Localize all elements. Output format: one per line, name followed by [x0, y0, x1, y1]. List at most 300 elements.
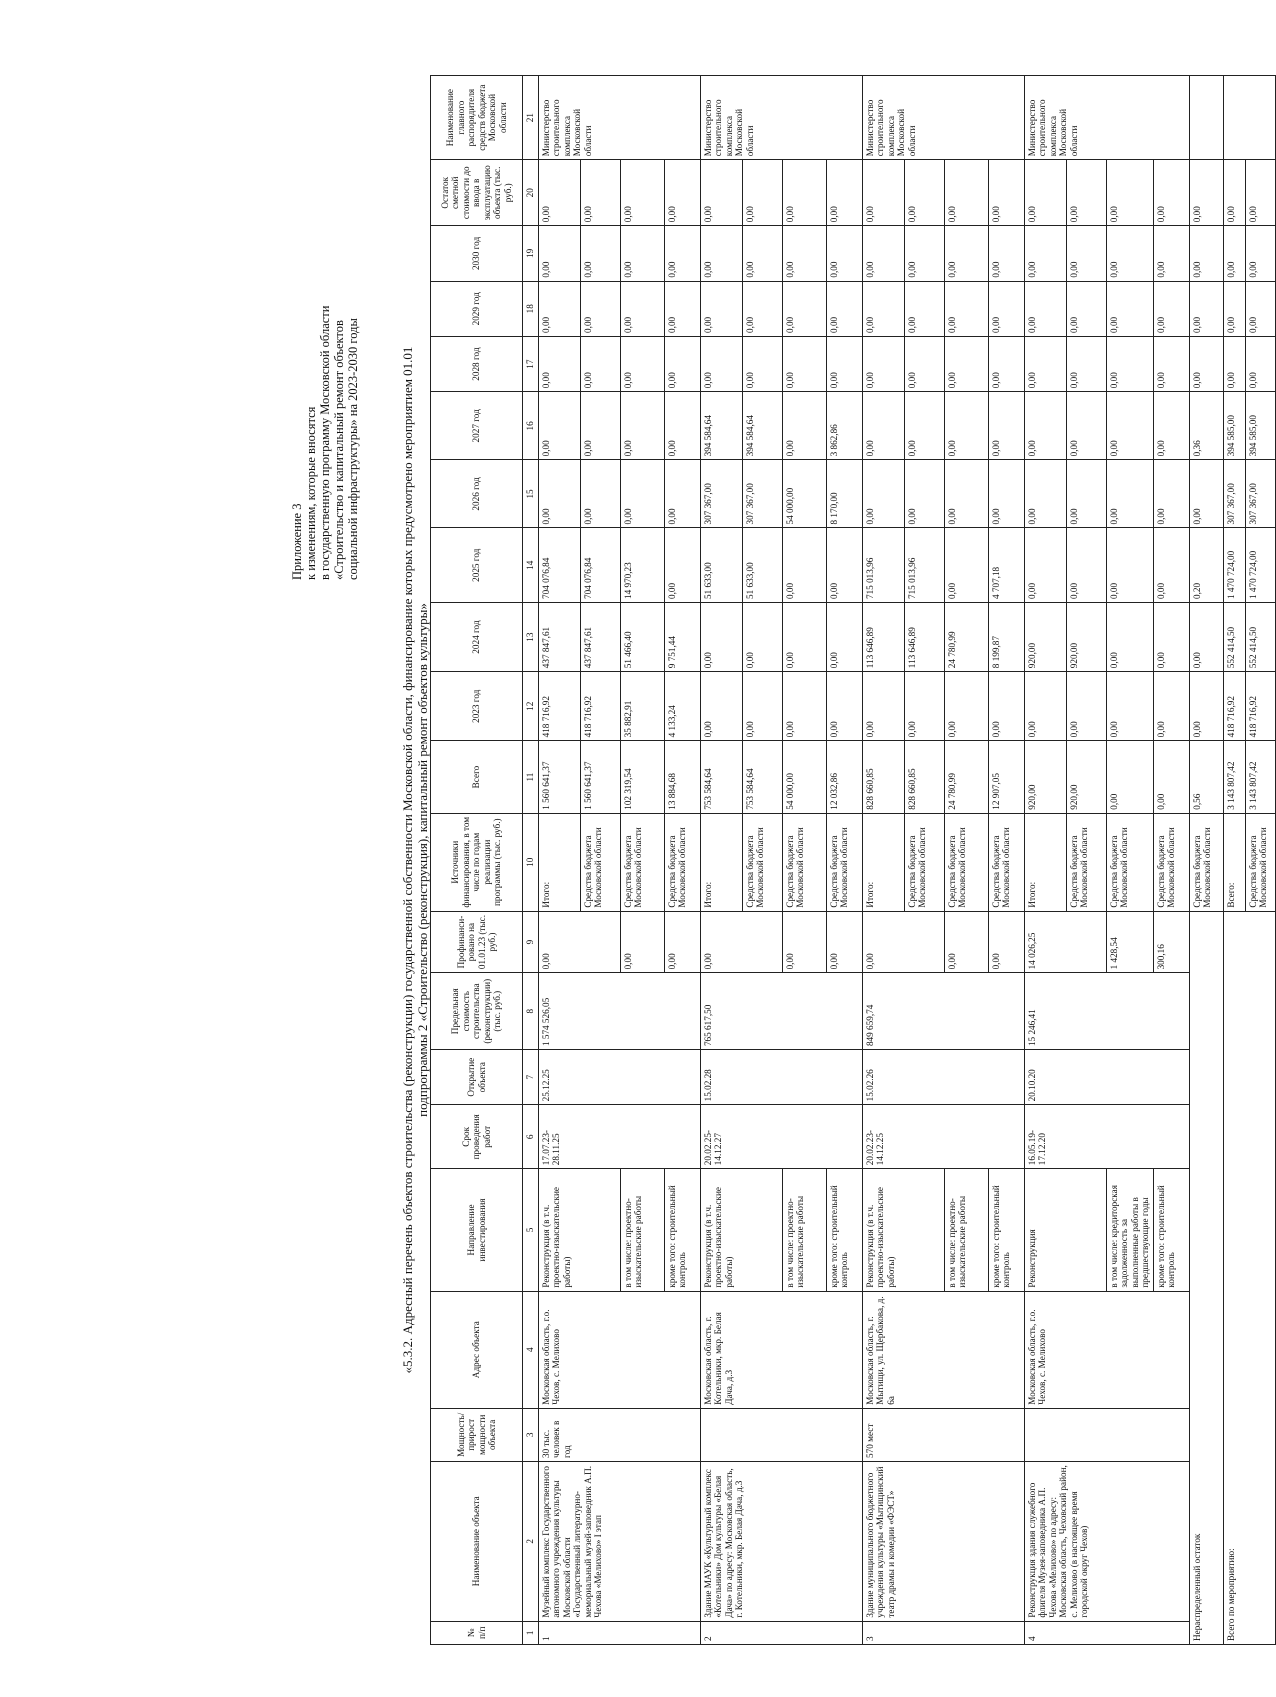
amount-cell: 0,00	[782, 336, 826, 391]
column-index: 6	[523, 1105, 539, 1169]
amount-cell: 0,00	[700, 336, 742, 391]
column-header: Срок проведения работ	[431, 1105, 523, 1169]
amount-cell: 0,00	[862, 226, 904, 281]
financed-amount: 0,00	[862, 911, 944, 973]
appendix-line: Приложение 3	[290, 503, 304, 580]
amount-cell: 0,00	[1066, 528, 1106, 603]
amount-cell: 9 751,44	[664, 603, 700, 672]
amount-cell: 0,20	[1189, 528, 1223, 603]
column-index: 15	[523, 460, 539, 528]
funding-source: Средства бюджета Московской области	[1106, 813, 1153, 911]
object-capacity	[1024, 1408, 1189, 1461]
cost-limit: 15 246,41	[1024, 973, 1189, 1050]
column-index: 17	[523, 336, 539, 391]
column-header: 2023 год	[431, 672, 523, 741]
financed-amount: 1 428,54	[1106, 911, 1153, 973]
amount-cell: 437 847,61	[538, 603, 580, 672]
amount-cell: 437 847,61	[580, 603, 620, 672]
amount-cell: 0,00	[1024, 460, 1066, 528]
amount-cell: 0,00	[742, 336, 782, 391]
amount-cell: 0,00	[944, 460, 988, 528]
amount-cell: 0,00	[862, 160, 904, 226]
amount-cell: 0,00	[904, 336, 944, 391]
column-index: 19	[523, 226, 539, 281]
column-index: 3	[523, 1408, 539, 1461]
financed-amount: 0,00	[988, 911, 1024, 973]
funding-source: Средства бюджета Московской области	[826, 813, 862, 911]
empty-cell	[1223, 76, 1275, 160]
object-number: 1	[538, 1621, 700, 1644]
amount-cell: 0,00	[580, 392, 620, 460]
amount-cell: 920,00	[1024, 603, 1066, 672]
funding-source: Средства бюджета Московской области	[944, 813, 988, 911]
object-name: Музейный комплекс Государственного автономного учреждения культуры Московской области «Государственный литературно-мемориальный музей-заповедник А.П. Чехова «Мелихово» I этап	[538, 1461, 700, 1621]
column-index: 5	[523, 1169, 539, 1291]
amount-cell: 0,00	[862, 336, 904, 391]
object-address: Московская область, г. Мытищи, ул. Щербакова, д. 6а	[862, 1291, 1024, 1408]
amount-cell: 0,00	[944, 672, 988, 741]
column-header: 2030 год	[431, 226, 523, 281]
investment-direction: Реконструкция (в т.ч. проектно-изыскательские работы)	[700, 1169, 782, 1291]
amount-cell: 920,00	[1024, 741, 1066, 813]
amount-cell: 0,00	[1106, 226, 1153, 281]
amount-cell: 113 646,89	[862, 603, 904, 672]
amount-cell: 0,00	[664, 528, 700, 603]
amount-cell: 0,00	[826, 281, 862, 336]
amount-cell: 0,00	[1066, 336, 1106, 391]
amount-cell: 0,00	[664, 281, 700, 336]
amount-cell: 14 970,23	[620, 528, 664, 603]
amount-cell: 0,00	[988, 160, 1024, 226]
column-header: 2028 год	[431, 336, 523, 391]
amount-cell: 0,00	[700, 160, 742, 226]
amount-cell: 0,00	[538, 336, 580, 391]
title-line-1: «5.3.2. Адресный перечень объектов строительства (реконструкции) государственной собственности Московской области, финансирование которых предусмотрено мероприятием 01.01	[400, 346, 415, 1374]
amount-cell: 0,00	[580, 281, 620, 336]
column-header: Направление инвестирования	[431, 1169, 523, 1291]
amount-cell: 0,00	[1106, 672, 1153, 741]
amount-cell: 3 143 807,42	[1223, 741, 1245, 813]
column-index: 7	[523, 1050, 539, 1105]
funding-source: Средства бюджета Московской области	[1066, 813, 1106, 911]
financed-amount: 0,00	[944, 911, 988, 973]
amount-cell: 307 367,00	[1245, 460, 1275, 528]
column-header: Источники финансирования, в том числе по годам реализации программы (тыс. руб.)	[431, 813, 523, 911]
investment-direction: кроме того: строительный контроль	[826, 1169, 862, 1291]
financed-amount: 0,00	[782, 911, 826, 973]
amount-cell: 307 367,00	[1223, 460, 1245, 528]
amount-cell: 0,00	[664, 460, 700, 528]
financed-amount: 0,00	[664, 911, 700, 973]
amount-cell: 0,00	[944, 160, 988, 226]
amount-cell: 8 170,00	[826, 460, 862, 528]
amount-cell: 8 199,87	[988, 603, 1024, 672]
amount-cell: 0,00	[1223, 336, 1245, 391]
amount-cell: 0,00	[1024, 672, 1066, 741]
amount-cell: 0,00	[862, 392, 904, 460]
column-header: Открытие объекта	[431, 1050, 523, 1105]
amount-cell: 0,00	[1245, 281, 1275, 336]
amount-cell: 0,00	[1153, 160, 1189, 226]
amount-cell: 13 884,68	[664, 741, 700, 813]
amount-cell: 0,00	[826, 672, 862, 741]
funding-source: Средства бюджета Московской области	[1245, 813, 1275, 911]
amount-cell: 0,00	[1153, 336, 1189, 391]
opening-date: 15.02.26	[862, 1050, 1024, 1105]
opening-date: 15.02.28	[700, 1050, 862, 1105]
amount-cell: 0,00	[1245, 226, 1275, 281]
cost-limit: 765 617,50	[700, 973, 862, 1050]
budget-manager: Министерство строительного комплекса Московской области	[538, 76, 700, 160]
amount-cell: 0,00	[580, 460, 620, 528]
appendix-line: в государственную программу Московской области	[318, 305, 332, 580]
amount-cell: 0,00	[1106, 528, 1153, 603]
amount-cell: 0,00	[944, 281, 988, 336]
amount-cell: 0,00	[1189, 336, 1223, 391]
funding-source: Итого:	[1024, 813, 1066, 911]
amount-cell: 0,00	[700, 226, 742, 281]
investment-direction: Реконструкция (в т.ч. проектно-изыскательские работы)	[862, 1169, 944, 1291]
amount-cell: 0,00	[742, 160, 782, 226]
amount-cell: 0,00	[1223, 160, 1245, 226]
amount-cell: 0,00	[1066, 160, 1106, 226]
amount-cell: 307 367,00	[700, 460, 742, 528]
amount-cell: 0,00	[862, 281, 904, 336]
amount-cell: 0,00	[1066, 281, 1106, 336]
amount-cell: 0,00	[1153, 281, 1189, 336]
work-period: 16.05.19-17.12.20	[1024, 1105, 1189, 1169]
amount-cell: 0,00	[1024, 528, 1066, 603]
appendix-line: к изменениям, которые вносятся	[304, 406, 318, 580]
amount-cell: 704 076,84	[580, 528, 620, 603]
amount-cell: 0,00	[1066, 672, 1106, 741]
financed-amount: 300,16	[1153, 911, 1189, 973]
undistributed-row	[1189, 76, 1223, 1645]
amount-cell: 0,00	[1153, 392, 1189, 460]
column-index: 8	[523, 973, 539, 1050]
amount-cell: 0,00	[826, 226, 862, 281]
amount-cell: 0,00	[1024, 336, 1066, 391]
amount-cell: 0,00	[1245, 160, 1275, 226]
amount-cell: 0,00	[782, 672, 826, 741]
document-title	[400, 60, 430, 1660]
amount-cell: 0,00	[1189, 160, 1223, 226]
funding-source: Средства бюджета Московской области	[782, 813, 826, 911]
funding-source: Всего:	[1223, 813, 1245, 911]
amount-cell: 0,00	[1106, 392, 1153, 460]
amount-cell: 0,00	[1106, 160, 1153, 226]
amount-cell: 0,00	[988, 336, 1024, 391]
amount-cell: 0,00	[782, 528, 826, 603]
amount-cell: 0,00	[826, 160, 862, 226]
column-header: Всего	[431, 741, 523, 813]
column-header: Мощность/ прирост мощности объекта	[431, 1408, 523, 1461]
amount-cell: 0,00	[700, 281, 742, 336]
amount-cell: 394 584,64	[742, 392, 782, 460]
investment-direction: кроме того: строительный контроль	[1153, 1169, 1189, 1291]
investment-direction: в том числе: проектно-изыскательские работы	[620, 1169, 664, 1291]
work-period: 20.02.23-14.12.25	[862, 1105, 1024, 1169]
amount-cell: 0,00	[538, 226, 580, 281]
column-header: 2024 год	[431, 603, 523, 672]
column-header: Профинанси-ровано на 01.01.23 (тыс. руб.)	[431, 911, 523, 973]
funding-source: Средства бюджета Московской области	[904, 813, 944, 911]
amount-cell: 394 585,00	[1245, 392, 1275, 460]
funding-source: Средства бюджета Московской области	[1189, 813, 1223, 911]
amount-cell: 4 707,18	[988, 528, 1024, 603]
table-row	[862, 76, 904, 1645]
column-header: Наименование главного распорядителя средств бюджета Московской области	[431, 76, 523, 160]
amount-cell: 102 319,54	[620, 741, 664, 813]
object-address: Московская область, г.о. Чехов, с. Мелихово	[1024, 1291, 1189, 1408]
object-number: 2	[700, 1621, 862, 1644]
amount-cell: 0,00	[700, 603, 742, 672]
amount-cell: 0,00	[538, 281, 580, 336]
object-address: Московская область, г. Котельники, мкр. Белая Дача, д.3	[700, 1291, 862, 1408]
header-row	[431, 76, 523, 1645]
amount-cell: 828 660,85	[904, 741, 944, 813]
amount-cell: 0,00	[742, 672, 782, 741]
amount-cell: 0,00	[1223, 226, 1245, 281]
amount-cell: 0,00	[904, 226, 944, 281]
amount-cell: 3 862,86	[826, 392, 862, 460]
table-row	[538, 76, 580, 1645]
amount-cell: 0,00	[580, 226, 620, 281]
amount-cell: 0,00	[620, 281, 664, 336]
amount-cell: 0,00	[580, 160, 620, 226]
column-index: 2	[523, 1461, 539, 1621]
amount-cell: 0,00	[1153, 528, 1189, 603]
amount-cell: 828 660,85	[862, 741, 904, 813]
amount-cell: 0,00	[1106, 281, 1153, 336]
funding-source: Средства бюджета Московской области	[620, 813, 664, 911]
column-index: 18	[523, 281, 539, 336]
amount-cell: 0,00	[944, 226, 988, 281]
title-line-2: подпрограммы 2 «Строительство (реконструкция), капитальный ремонт объектов культуры»	[415, 603, 430, 1117]
amount-cell: 418 716,92	[580, 672, 620, 741]
total-label: Всего по мероприятию:	[1223, 911, 1275, 1644]
column-index: 14	[523, 528, 539, 603]
funding-source: Средства бюджета Московской области	[664, 813, 700, 911]
amount-cell: 0,00	[1106, 741, 1153, 813]
amount-cell: 0,00	[988, 460, 1024, 528]
amount-cell: 0,00	[1024, 226, 1066, 281]
amount-cell: 0,00	[944, 336, 988, 391]
column-index: 10	[523, 813, 539, 911]
funding-source: Средства бюджета Московской области	[580, 813, 620, 911]
amount-cell: 0,00	[782, 226, 826, 281]
amount-cell: 51 633,00	[700, 528, 742, 603]
column-header: Остаток сметной стоимости до ввода в эксплуатацию объекта (тыс. руб.)	[431, 160, 523, 226]
amount-cell: 0,00	[538, 160, 580, 226]
amount-cell: 0,00	[1153, 460, 1189, 528]
amount-cell: 0,00	[1189, 281, 1223, 336]
amount-cell: 12 032,86	[826, 741, 862, 813]
budget-manager: Министерство строительного комплекса Московской области	[862, 76, 1024, 160]
amount-cell: 1 470 724,00	[1223, 528, 1245, 603]
amount-cell: 0,00	[620, 160, 664, 226]
amount-cell: 0,00	[742, 226, 782, 281]
appendix-line: социальной инфраструктуры» на 2023-2030 годы	[346, 318, 360, 580]
opening-date: 25.12.25	[538, 1050, 700, 1105]
investment-direction: в том числе: проектно-изыскательские работы	[944, 1169, 988, 1291]
amount-cell: 24 780,99	[944, 603, 988, 672]
amount-cell: 51 466,40	[620, 603, 664, 672]
object-address: Московская область, г.о. Чехов, с. Мелихово	[538, 1291, 700, 1408]
financed-amount: 0,00	[826, 911, 862, 973]
object-name: Реконструкция здания служебного флигеля Музея-заповедника А.П. Чехова «Мелихово» по адресу: Московская область, Чеховский район, с. Мелихово (в настоящее время городской округ Чехов)	[1024, 1461, 1189, 1621]
amount-cell: 552 414,50	[1245, 603, 1275, 672]
amount-cell: 0,00	[1106, 336, 1153, 391]
amount-cell: 35 882,91	[620, 672, 664, 741]
object-capacity: 30 тыс. человек в год	[538, 1408, 700, 1461]
column-index: 13	[523, 603, 539, 672]
amount-cell: 0,00	[742, 603, 782, 672]
amount-cell: 0,00	[1223, 281, 1245, 336]
investment-direction: в том числе: проектно-изыскательские работы	[782, 1169, 826, 1291]
amount-cell: 0,00	[580, 336, 620, 391]
amount-cell: 753 584,64	[700, 741, 742, 813]
amount-cell: 704 076,84	[538, 528, 580, 603]
amount-cell: 0,00	[1189, 226, 1223, 281]
investment-direction: в том числе: кредиторская задолженность за выполненные работы в предшествующие годы	[1106, 1169, 1153, 1291]
appendix-header	[290, 80, 360, 580]
column-header: 2027 год	[431, 392, 523, 460]
amount-cell: 418 716,92	[1223, 672, 1245, 741]
column-index: 9	[523, 911, 539, 973]
column-header: Наименование объекта	[431, 1461, 523, 1621]
amount-cell: 920,00	[1066, 603, 1106, 672]
amount-cell: 0,00	[1106, 603, 1153, 672]
amount-cell: 0,00	[1153, 741, 1189, 813]
object-name: Здание муниципального бюджетного учреждения культуры «Мытищинский театр драмы и комедии «ФЭСТ»	[862, 1461, 1024, 1621]
amount-cell: 1 560 641,37	[538, 741, 580, 813]
table-row	[700, 76, 742, 1645]
amount-cell: 0,00	[782, 281, 826, 336]
investment-direction: Реконструкция (в т.ч. проектно-изыскательские работы)	[538, 1169, 620, 1291]
work-period: 20.02.25-14.12.27	[700, 1105, 862, 1169]
amount-cell: 3 143 807,42	[1245, 741, 1275, 813]
empty-cell	[1189, 76, 1223, 160]
column-index: 21	[523, 76, 539, 160]
object-capacity: 570 мест	[862, 1408, 1024, 1461]
amount-cell: 394 585,00	[1223, 392, 1245, 460]
amount-cell: 394 584,64	[700, 392, 742, 460]
column-header: 2026 год	[431, 460, 523, 528]
funding-source: Итого:	[862, 813, 904, 911]
opening-date: 20.10.20	[1024, 1050, 1189, 1105]
budget-manager: Министерство строительного комплекса Московской области	[1024, 76, 1189, 160]
amount-cell: 0,00	[904, 392, 944, 460]
investment-direction: кроме того: строительный контроль	[664, 1169, 700, 1291]
column-index: 20	[523, 160, 539, 226]
amount-cell: 113 646,89	[904, 603, 944, 672]
amount-cell: 0,00	[944, 528, 988, 603]
column-index: 16	[523, 392, 539, 460]
amount-cell: 418 716,92	[538, 672, 580, 741]
column-header: 2025 год	[431, 528, 523, 603]
funding-source: Средства бюджета Московской области	[988, 813, 1024, 911]
amount-cell: 715 013,96	[904, 528, 944, 603]
amount-cell: 0,00	[826, 603, 862, 672]
column-header: Адрес объекта	[431, 1291, 523, 1408]
column-index: 4	[523, 1291, 539, 1408]
amount-cell: 0,00	[826, 528, 862, 603]
column-index: 11	[523, 741, 539, 813]
amount-cell: 753 584,64	[742, 741, 782, 813]
amount-cell: 0,00	[538, 392, 580, 460]
cost-limit: 1 574 526,05	[538, 973, 700, 1050]
amount-cell: 0,00	[1066, 226, 1106, 281]
amount-cell: 0,00	[904, 160, 944, 226]
amount-cell: 0,00	[988, 281, 1024, 336]
undistributed-label: Нераспределенный остаток	[1189, 911, 1223, 1644]
budget-manager: Министерство строительного комплекса Московской области	[700, 76, 862, 160]
object-name: Здание МАУК «Культурный комплекс «Котельники» Дом культуры «Белая Дача» по адресу: Московская область, г. Котельники, мкр. Белая Дача, д.3	[700, 1461, 862, 1621]
amount-cell: 54 000,00	[782, 460, 826, 528]
amount-cell: 0,00	[988, 672, 1024, 741]
amount-cell: 0,36	[1189, 392, 1223, 460]
amount-cell: 1 470 724,00	[1245, 528, 1275, 603]
amount-cell: 0,00	[1189, 603, 1223, 672]
amount-cell: 0,00	[862, 460, 904, 528]
column-header: 2029 год	[431, 281, 523, 336]
amount-cell: 0,00	[1189, 672, 1223, 741]
amount-cell: 0,00	[1066, 392, 1106, 460]
funding-source: Средства бюджета Московской области	[742, 813, 782, 911]
appendix-line: «Строительство и капитальный ремонт объектов	[332, 320, 346, 580]
amount-cell: 12 907,05	[988, 741, 1024, 813]
amount-cell: 0,00	[988, 226, 1024, 281]
amount-cell: 0,00	[1153, 226, 1189, 281]
object-number: 4	[1024, 1621, 1189, 1644]
work-period: 17.07.23-28.11.25	[538, 1105, 700, 1169]
amount-cell: 0,00	[1024, 160, 1066, 226]
amount-cell: 51 633,00	[742, 528, 782, 603]
amount-cell: 0,00	[1106, 460, 1153, 528]
amount-cell: 0,00	[664, 336, 700, 391]
amount-cell: 418 716,92	[1245, 672, 1275, 741]
amount-cell: 0,00	[862, 672, 904, 741]
amount-cell: 0,00	[988, 392, 1024, 460]
amount-cell: 920,00	[1066, 741, 1106, 813]
amount-cell: 0,00	[1024, 281, 1066, 336]
object-capacity	[700, 1408, 862, 1461]
funding-source: Итого:	[700, 813, 742, 911]
amount-cell: 0,00	[620, 336, 664, 391]
amount-cell: 0,00	[782, 603, 826, 672]
amount-cell: 307 367,00	[742, 460, 782, 528]
amount-cell: 24 780,99	[944, 741, 988, 813]
amount-cell: 0,00	[1066, 460, 1106, 528]
investment-direction: кроме того: строительный контроль	[988, 1169, 1024, 1291]
table-row	[1024, 76, 1066, 1645]
amount-cell: 0,00	[944, 392, 988, 460]
amount-cell: 552 414,50	[1223, 603, 1245, 672]
amount-cell: 0,00	[782, 160, 826, 226]
amount-cell: 0,00	[664, 160, 700, 226]
rotated-sheet	[280, 60, 1268, 1660]
financed-amount: 0,00	[700, 911, 782, 973]
amount-cell: 0,00	[1153, 603, 1189, 672]
financed-amount: 0,00	[538, 911, 620, 973]
amount-cell: 0,00	[742, 281, 782, 336]
column-index: 1	[523, 1621, 539, 1644]
financed-amount: 0,00	[620, 911, 664, 973]
financed-amount: 14 026,25	[1024, 911, 1106, 973]
amount-cell: 715 013,96	[862, 528, 904, 603]
amount-cell: 0,00	[782, 392, 826, 460]
